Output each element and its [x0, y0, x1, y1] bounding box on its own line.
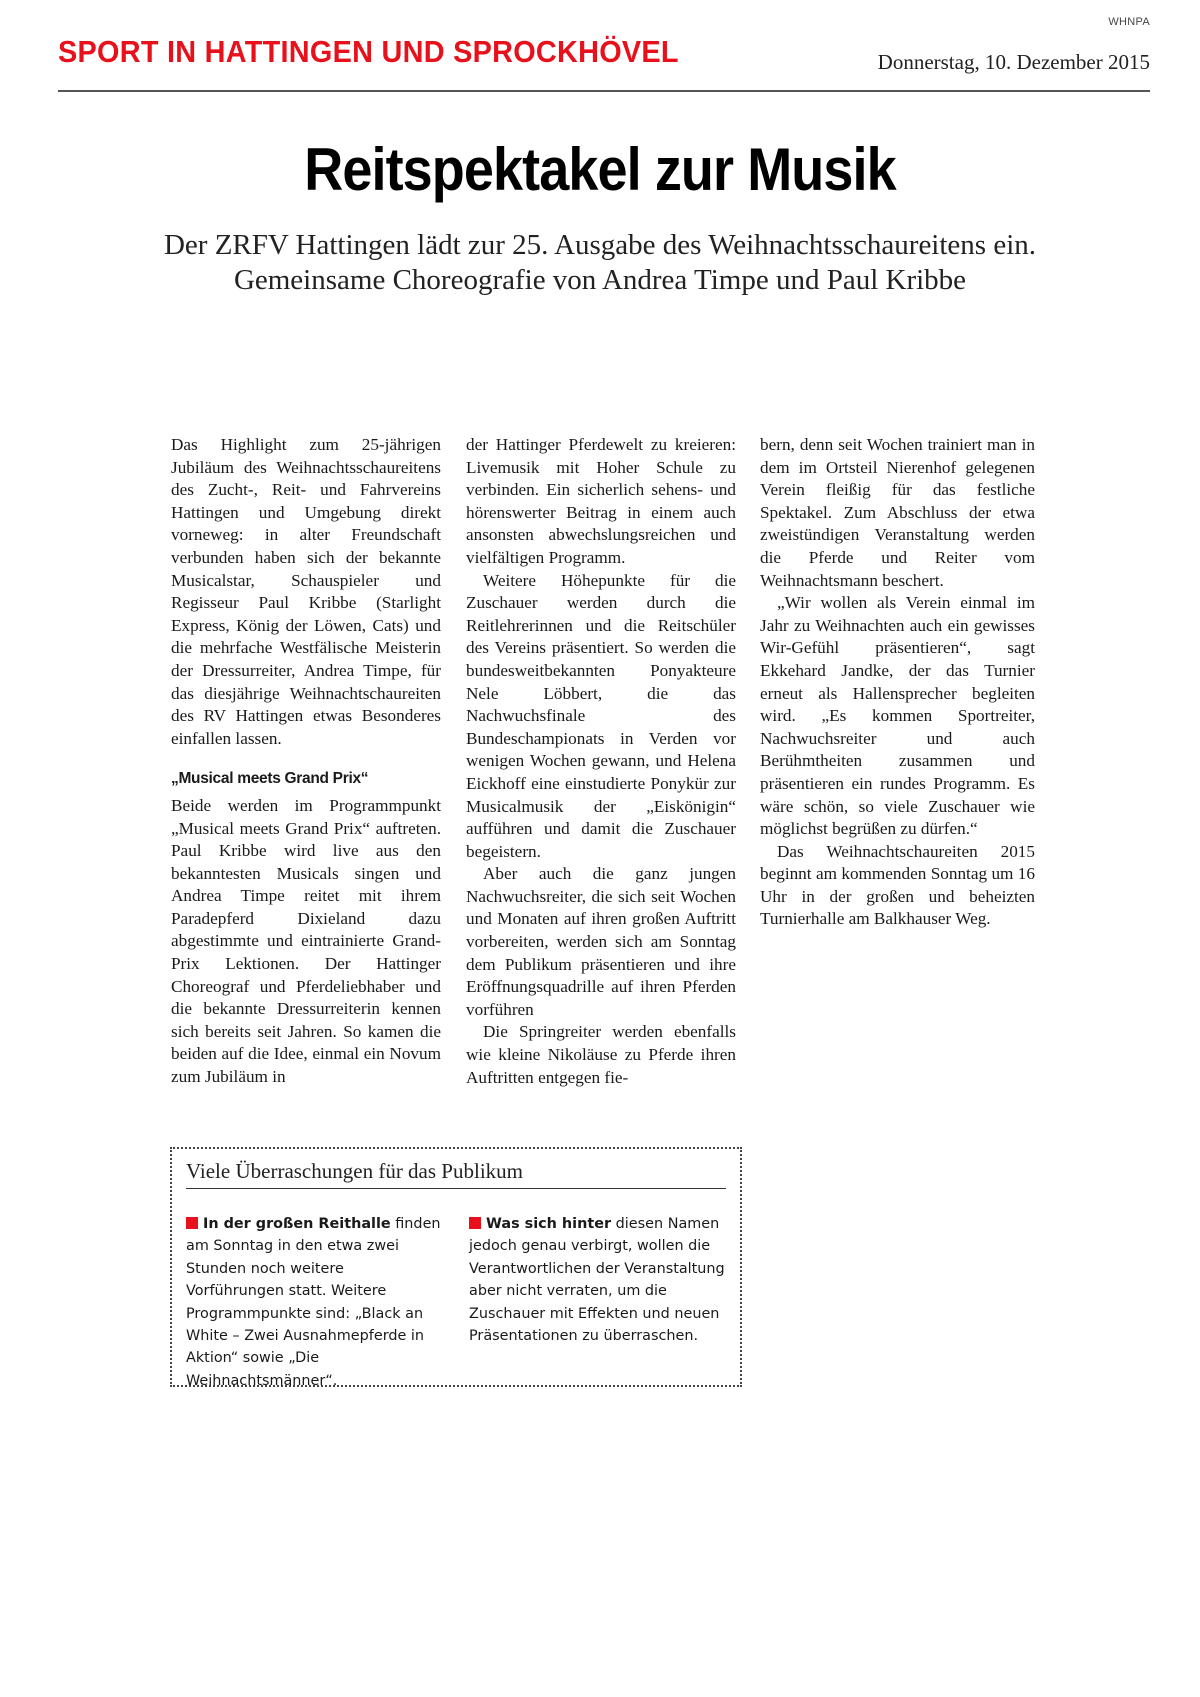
paragraph: Beide werden im Programmpunkt „Musical meets Grand Prix“ auftreten. Paul Kribbe wird live aus den bekanntesten Musicals singen und Andrea Timpe reitet mit ihrem Paradepferd Dixieland dazu abgestimmte und eintrainierte Grand-Prix Lektionen. Der Hattinger Choreograf und Pferdeliebhaber und die bekannte Dressurreiterin kennen sich bereits seit Jahren. So kamen die beiden auf die Idee, einmal ein Novum zum Jubiläum in [171, 795, 441, 1087]
subhead-line-1: Der ZRFV Hattingen lädt zur 25. Ausgabe des Weihnachtsschaureitens ein. [163, 229, 1037, 261]
paragraph: Das Highlight zum 25-jährigen Jubiläum des Weihnachtsschaureitens des Zucht-, Reit- und Fahrvereins Hattingen und Umgebung direkt vorneweg: in alter Freundschaft verbunden haben sich der bekannte Musicalstar, Schauspieler und Regisseur Paul Kribbe (Starlight Express, König der Löwen, Cats) und die mehrfache Westfälische Meisterin der Dressurreiter, Andrea Timpe, für das diesjährige Weihnachtschaureiten des RV Hattingen etwas Besonderes einfallen lassen. [171, 435, 441, 748]
paragraph: Das Weihnachtschaureiten 2015 beginnt am kommenden Sonntag um 16 Uhr in der großen und beheizten Turnierhalle am Balkhauser Weg. [760, 841, 1035, 929]
infobox-item [186, 1213, 446, 1392]
headline: Reitspektakel zur Musik [304, 136, 896, 203]
red-square-bullet-icon [186, 1217, 198, 1229]
masthead [58, 30, 1150, 92]
infobox-text: finden am Sonntag in den etwa zwei Stunden noch weitere Vorführungen statt. Weitere Programmpunkte sind: „Black an White – Zwei Ausnahmepferde in Aktion“ sowie „Die Weihnachtsmänner“. [186, 1216, 441, 1389]
agency-label: WHNPA [1108, 16, 1150, 28]
article-body [171, 434, 1041, 1134]
paragraph: bern, denn seit Wochen trainiert man in dem im Ortsteil Nierenhof gelegenen Verein fleißig für das festliche Spektakel. Zum Abschluss der etwa zweistündigen Veranstaltung werden die Pferde und Reiter vom Weihnachtsmann beschert. [760, 435, 1035, 590]
infobox-lead: In der großen Reithalle [203, 1216, 391, 1232]
infobox-title: Viele Überraschungen für das Publikum [186, 1159, 726, 1189]
column-1 [171, 434, 441, 1089]
column-3 [760, 434, 1035, 931]
infobox-text: diesen Namen jedoch genau verbirgt, wollen die Verantwortlichen der Veranstaltung aber nicht verraten, um die Zuschauer mit Effekten und neuen Präsentationen zu überraschen. [469, 1216, 725, 1345]
red-square-bullet-icon [469, 1217, 481, 1229]
paragraph: „Wir wollen als Verein einmal im Jahr zu Weihnachten auch ein gewisses Wir-Gefühl präsentieren“, sagt Ekkehard Jandke, der das Turnier erneut als Hallensprecher begleiten wird. „Es kommen Sportreiter, Nachwuchsreiter und auch Berühmtheiten zusammen und präsentieren ein rundes Programm. Es wäre schön, so viele Zuschauer wie möglichst begrüßen zu dürfen.“ [760, 593, 1035, 839]
infobox [170, 1147, 742, 1387]
paragraph: der Hattinger Pferdewelt zu kreieren: Livemusik mit Hoher Schule zu verbinden. Ein sicherlich sehens- und hörenswerter Beitrag in einem auch ansonsten abwechslungsreichen und vielfältigen Programm. [466, 435, 736, 567]
infobox-lead: Was sich hinter [486, 1216, 612, 1232]
column-2 [466, 434, 736, 1089]
paragraph: Aber auch die ganz jungen Nachwuchsreiter, die sich seit Wochen und Monaten auf ihren großen Auftritt vorbereiten, werden sich am Sonntag dem Publikum präsentieren und ihre Eröffnungsquadrille auf ihren Pferden vorführen [466, 864, 736, 1019]
infobox-item [469, 1213, 729, 1347]
paragraph: Weitere Höhepunkte für die Zuschauer werden durch die Reitlehrerinnen und die Reitschüler des Vereins präsentiert. So werden die bundesweitbekannten Ponyakteure Nele Löbbert, die das Nachwuchsfinale des Bundeschampionats in Verden vor wenigen Wochen gewann, und Helena Eickhoff eine einstudierte Ponykür zur Musicalmusik der „Eiskönigin“ aufführen und damit die Zuschauer begeistern. [466, 570, 736, 861]
subhead-line-2: Gemeinsame Choreografie von Andrea Timpe und Paul Kribbe [233, 264, 967, 296]
section-title: SPORT IN HATTINGEN UND SPROCKHÖVEL [58, 34, 679, 69]
subhead [0, 228, 1200, 298]
issue-date: Donnerstag, 10. Dezember 2015 [877, 50, 1150, 74]
paragraph: Die Springreiter werden ebenfalls wie kleine Nikoläuse zu Pferde ihren Auftritten entgegen fie- [466, 1022, 736, 1087]
subheading: „Musical meets Grand Prix“ [171, 770, 369, 788]
